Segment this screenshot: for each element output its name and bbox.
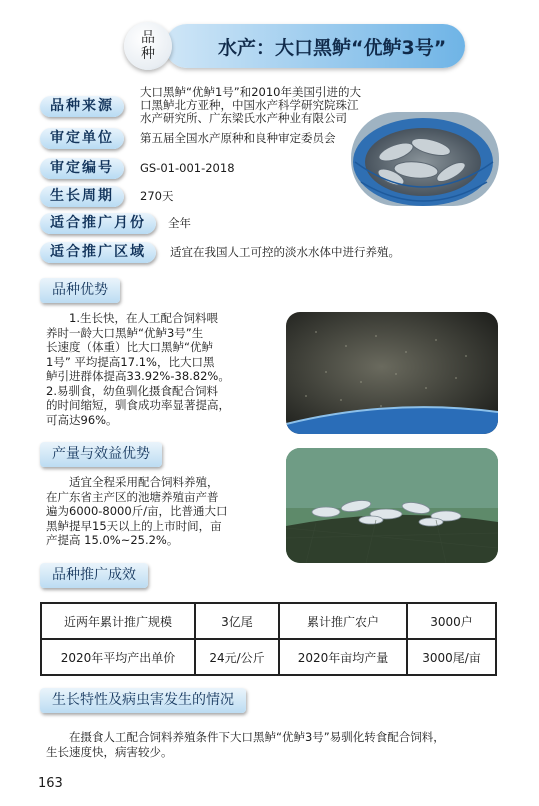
code-label: 审定编号: [40, 158, 124, 179]
fry-tank-photo: [286, 312, 498, 434]
section-yield-heading: 产量与效益优势: [40, 442, 162, 467]
growth-line: 生长速度快，病害较少。: [46, 744, 173, 759]
table-cell: 2020年平均产出单价: [41, 639, 195, 675]
category-badge: [124, 22, 172, 70]
yield-line: 产提高 15.0%~25.2%。: [46, 533, 179, 547]
cycle-label: 生长周期: [40, 186, 124, 207]
region-label: 适合推广区域: [40, 242, 156, 263]
cycle-value: 270天: [140, 189, 174, 203]
pond-fish-photo: [286, 448, 498, 563]
advantage-line: 2.易驯食，幼鱼驯化摄食配合饲料: [46, 383, 218, 398]
advantage-line: 养时一龄大口黑鲈“优鲈3号”生: [46, 325, 204, 340]
advantage-line: 的时间缩短，驯食成功率显著提高，: [46, 398, 230, 412]
table-row: [41, 603, 496, 639]
page-title: 水产：大口黑鲈“优鲈3号”: [218, 37, 447, 59]
advantage-line: 1.生长快，在人工配合饲料喂: [46, 311, 218, 325]
table-cell: 24元/公斤: [195, 639, 279, 675]
table-cell: 累计推广农户: [279, 603, 407, 639]
fish-basket-photo: [351, 112, 499, 206]
table-cell: 3亿尾: [195, 603, 279, 639]
section-advantage-heading: 品种优势: [40, 278, 120, 303]
yield-line: 黑鲈提早15天以上的上市时间，亩: [46, 518, 222, 533]
section-growth-heading: 生长特性及病虫害发生的情况: [40, 688, 246, 713]
promotion-table: [40, 602, 497, 676]
category-badge-line2: 种: [141, 46, 155, 62]
yield-line: 适宜全程采用配合饲料养殖，: [46, 475, 219, 489]
yield-line: 在广东省主产区的池塘养殖亩产普: [46, 489, 219, 504]
growth-line: 在摄食人工配合饲料养殖条件下大口黑鲈“优鲈3号”易驯化转食配合饲料，: [46, 730, 445, 744]
section-promotion-heading: 品种推广成效: [40, 563, 148, 588]
growth-text: [46, 730, 506, 759]
month-label: 适合推广月份: [40, 213, 156, 234]
unit-label: 审定单位: [40, 128, 124, 149]
yield-text: [46, 475, 261, 548]
advantage-line: 可高达96%。: [46, 412, 118, 427]
advantage-line: 1号” 平均提高17.1%，比大口黑: [46, 354, 215, 369]
page-number: 163: [38, 776, 63, 791]
unit-value: 第五届全国水产原种和良种审定委员会: [140, 131, 336, 145]
table-cell: 近两年累计推广规模: [41, 603, 195, 639]
table-cell: 2020年亩均产量: [279, 639, 407, 675]
table-cell: 3000尾/亩: [407, 639, 496, 675]
source-value: 大口黑鲈“优鲈1号”和2010年美国引进的大口黑鲈北方亚种，中国水产科学研究院珠江水产研究所、广东梁氏水产种业有限公司: [140, 85, 361, 125]
month-value: 全年: [168, 216, 191, 230]
source-label: 品种来源: [40, 96, 124, 117]
advantage-line: 长速度（体重）比大口黑鲈“优鲈: [46, 340, 213, 354]
table-cell: 3000户: [407, 603, 496, 639]
table-row: [41, 639, 496, 675]
advantage-text: [46, 311, 261, 427]
category-badge-line1: 品: [141, 30, 155, 46]
code-value: GS-01-001-2018: [140, 161, 235, 175]
yield-line: 遍为6000-8000斤/亩，比普通大口: [46, 504, 228, 518]
advantage-line: 鲈引进群体提高33.92%-38.82%。: [46, 369, 230, 383]
region-value: 适宜在我国人工可控的淡水水体中进行养殖。: [170, 245, 400, 259]
